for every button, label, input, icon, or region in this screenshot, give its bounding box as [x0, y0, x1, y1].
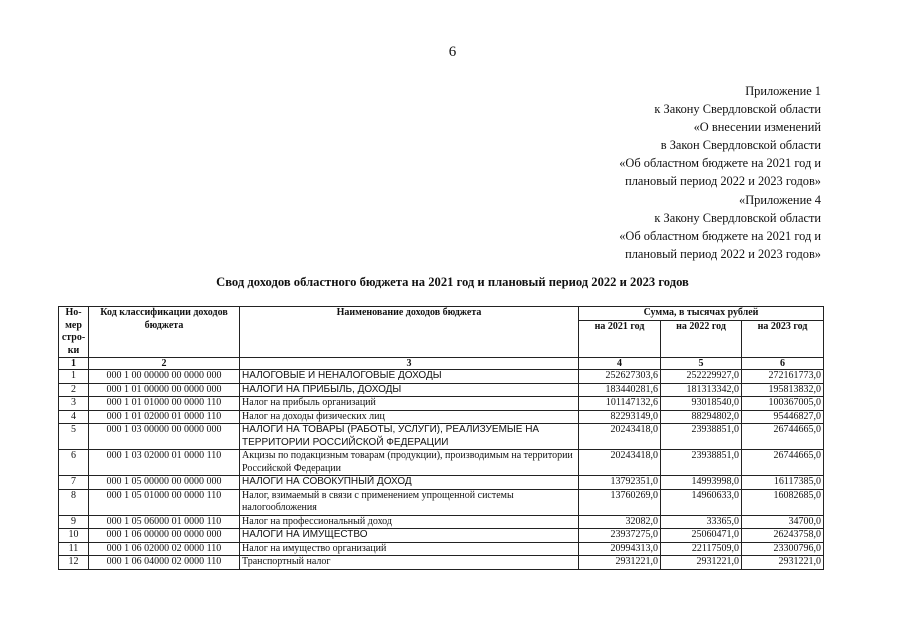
row-amount-2022: 181313342,0: [661, 383, 742, 397]
row-code: 000 1 01 02000 01 0000 110: [89, 410, 240, 424]
row-code: 000 1 01 00000 00 0000 000: [89, 383, 240, 397]
row-name: Налог на прибыль организаций: [240, 397, 579, 411]
table-row: [59, 424, 824, 450]
row-amount-2023: 95446827,0: [742, 410, 824, 424]
table-row: [59, 383, 824, 397]
row-code: 000 1 05 06000 01 0000 110: [89, 515, 240, 529]
row-amount-2022: 33365,0: [661, 515, 742, 529]
row-amount-2021: 252627303,6: [579, 370, 661, 384]
row-name: НАЛОГИ НА ТОВАРЫ (РАБОТЫ, УСЛУГИ), РЕАЛИЗУЕМЫЕ НА ТЕРРИТОРИИ РОССИЙСКОЙ ФЕДЕРАЦИИ: [240, 424, 579, 450]
row-name: НАЛОГОВЫЕ И НЕНАЛОГОВЫЕ ДОХОДЫ: [240, 370, 579, 384]
table-row: [59, 515, 824, 529]
row-amount-2023: 272161773,0: [742, 370, 824, 384]
appendix-4-block: [619, 191, 821, 263]
table-row: [59, 489, 824, 515]
row-amount-2021: 82293149,0: [579, 410, 661, 424]
appendix-1-line: «О внесении изменений: [693, 120, 821, 134]
row-amount-2023: 195813832,0: [742, 383, 824, 397]
row-amount-2021: 183440281,6: [579, 383, 661, 397]
row-name: Налог на доходы физических лиц: [240, 410, 579, 424]
header-year-2021: на 2021 год: [579, 321, 661, 358]
row-number: 12: [59, 556, 89, 570]
row-amount-2022: 14960633,0: [661, 489, 742, 515]
row-number: 3: [59, 397, 89, 411]
row-amount-2021: 20243418,0: [579, 450, 661, 476]
row-amount-2023: 26243758,0: [742, 529, 824, 543]
row-number: 2: [59, 383, 89, 397]
row-amount-2023: 2931221,0: [742, 556, 824, 570]
header-year-2023: на 2023 год: [742, 321, 824, 358]
row-number: 9: [59, 515, 89, 529]
row-amount-2023: 26744665,0: [742, 424, 824, 450]
row-amount-2023: 16117385,0: [742, 476, 824, 490]
row-name: НАЛОГИ НА ПРИБЫЛЬ, ДОХОДЫ: [240, 383, 579, 397]
row-code: 000 1 06 04000 02 0000 110: [89, 556, 240, 570]
column-number: 6: [742, 358, 824, 370]
row-amount-2021: 20243418,0: [579, 424, 661, 450]
row-amount-2022: 252229927,0: [661, 370, 742, 384]
row-number: 1: [59, 370, 89, 384]
row-amount-2021: 32082,0: [579, 515, 661, 529]
row-number: 5: [59, 424, 89, 450]
row-amount-2021: 23937275,0: [579, 529, 661, 543]
column-number: 5: [661, 358, 742, 370]
column-number: 3: [240, 358, 579, 370]
row-code: 000 1 01 01000 00 0000 110: [89, 397, 240, 411]
table-row: [59, 370, 824, 384]
appendix-1-line: плановый период 2022 и 2023 годов»: [625, 174, 821, 188]
row-amount-2021: 101147132,6: [579, 397, 661, 411]
row-name: Акцизы по подакцизным товарам (продукции), производимым на территории Российской Федерации: [240, 450, 579, 476]
appendix-1-block: [619, 82, 821, 190]
row-amount-2023: 100367005,0: [742, 397, 824, 411]
row-amount-2022: 23938851,0: [661, 424, 742, 450]
row-name: Налог на имущество организаций: [240, 542, 579, 556]
row-code: 000 1 05 00000 00 0000 000: [89, 476, 240, 490]
row-amount-2021: 13760269,0: [579, 489, 661, 515]
row-code: 000 1 06 00000 00 0000 000: [89, 529, 240, 543]
document-title: Свод доходов областного бюджета на 2021 год и плановый период 2022 и 2023 годов: [216, 275, 689, 289]
table-row: [59, 410, 824, 424]
table-header-row: [59, 307, 824, 321]
row-amount-2021: 13792351,0: [579, 476, 661, 490]
row-amount-2022: 25060471,0: [661, 529, 742, 543]
appendix-4-line: плановый период 2022 и 2023 годов»: [625, 247, 821, 261]
row-amount-2022: 14993998,0: [661, 476, 742, 490]
page-number: 6: [448, 44, 457, 60]
row-name: Налог на профессиональный доход: [240, 515, 579, 529]
row-code: 000 1 00 00000 00 0000 000: [89, 370, 240, 384]
header-name: Наименование доходов бюджета: [240, 307, 579, 358]
row-name: НАЛОГИ НА СОВОКУПНЫЙ ДОХОД: [240, 476, 579, 490]
appendix-1-line: к Закону Свердловской области: [654, 102, 821, 116]
header-code: Код классификации доходов бюджета: [89, 307, 240, 358]
appendix-1-line: в Закон Свердловской области: [660, 138, 821, 152]
appendix-1-line: «Об областном бюджете на 2021 год и: [619, 156, 821, 170]
row-number: 8: [59, 489, 89, 515]
row-amount-2022: 22117509,0: [661, 542, 742, 556]
row-amount-2023: 34700,0: [742, 515, 824, 529]
row-amount-2023: 26744665,0: [742, 450, 824, 476]
row-amount-2022: 93018540,0: [661, 397, 742, 411]
table-row: [59, 556, 824, 570]
row-name: Налог, взимаемый в связи с применением упрощенной системы налогообложения: [240, 489, 579, 515]
column-number: 1: [59, 358, 89, 370]
appendix-4-line: к Закону Свердловской области: [654, 211, 821, 225]
row-amount-2022: 2931221,0: [661, 556, 742, 570]
row-amount-2022: 23938851,0: [661, 450, 742, 476]
table-row: [59, 542, 824, 556]
column-numbers-row: [59, 358, 824, 370]
row-code: 000 1 06 02000 02 0000 110: [89, 542, 240, 556]
column-number: 4: [579, 358, 661, 370]
row-name: НАЛОГИ НА ИМУЩЕСТВО: [240, 529, 579, 543]
row-number: 7: [59, 476, 89, 490]
header-sum: Сумма, в тысячах рублей: [579, 307, 824, 321]
row-amount-2023: 16082685,0: [742, 489, 824, 515]
table-row: [59, 450, 824, 476]
appendix-1-line: Приложение 1: [745, 84, 821, 98]
row-amount-2023: 23300796,0: [742, 542, 824, 556]
column-number: 2: [89, 358, 240, 370]
row-number: 11: [59, 542, 89, 556]
row-amount-2021: 2931221,0: [579, 556, 661, 570]
table-row: [59, 397, 824, 411]
row-number: 4: [59, 410, 89, 424]
row-code: 000 1 03 02000 01 0000 110: [89, 450, 240, 476]
header-row-number: Но-мер стро-ки: [59, 307, 89, 358]
row-amount-2021: 20994313,0: [579, 542, 661, 556]
row-code: 000 1 05 01000 00 0000 110: [89, 489, 240, 515]
appendix-4-line: «Об областном бюджете на 2021 год и: [619, 229, 821, 243]
table-row: [59, 529, 824, 543]
budget-table: [58, 306, 824, 570]
row-number: 10: [59, 529, 89, 543]
row-code: 000 1 03 00000 00 0000 000: [89, 424, 240, 450]
row-amount-2022: 88294802,0: [661, 410, 742, 424]
appendix-4-line: «Приложение 4: [739, 193, 821, 207]
row-number: 6: [59, 450, 89, 476]
header-year-2022: на 2022 год: [661, 321, 742, 358]
table-row: [59, 476, 824, 490]
row-name: Транспортный налог: [240, 556, 579, 570]
